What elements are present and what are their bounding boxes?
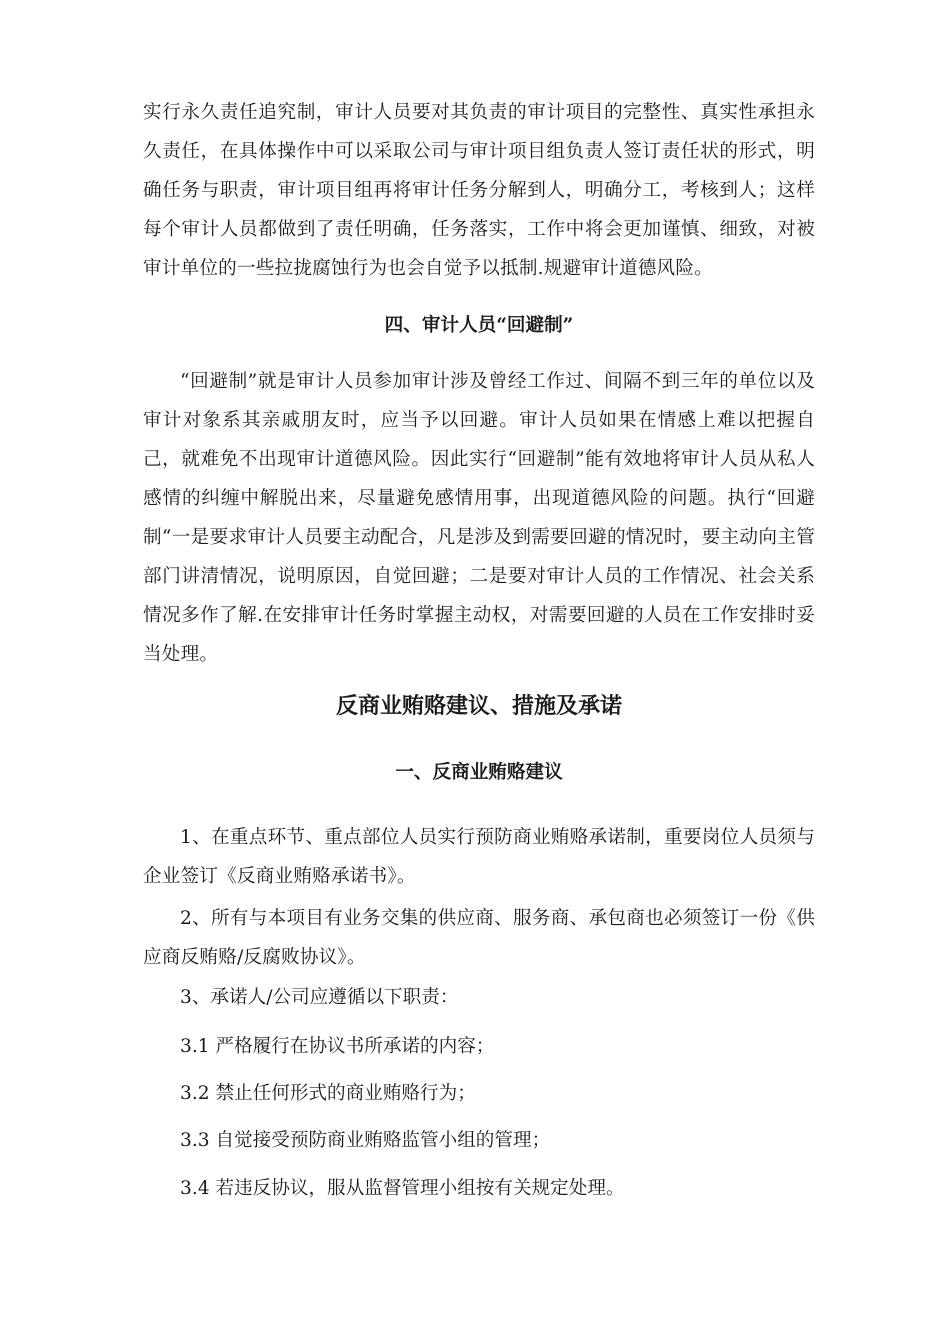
- main-section-title: 反商业贿赂建议、措施及承诺: [335, 693, 622, 719]
- section-four-paragraph: “回避制”就是审计人员参加审计涉及曾经工作过、间隔不到三年的单位以及审计对象系其亲戚朋友时，应当予以回避。审计人员如果在情感上难以把握自己，就难免不出现审计道德风险。因此实行“回避制”能有效地将审计人员从私人感情的纠缠中解脱出来，尽量避免感情用事，出现道德风险的问题。执行“回避制“一是要求审计人员要主动配合，凡是涉及到需要回避的情况时，要主动向主管部门讲清情况，说明原因，自觉回避；二是要对审计人员的工作情况、社会关系情况多作了解.在安排审计任务时掌握主动权，对需要回避的人员在工作安排时妥当处理。: [143, 371, 815, 665]
- section-four-heading: 四、审计人员“回避制”: [384, 315, 574, 336]
- continuation-paragraph: 实行永久责任追究制，审计人员要对其负责的审计项目的完整性、真实性承担永久责任，在具体操作中可以采取公司与审计项目组负责人签订责任状的形式，明确任务与职责，审计项目组再将审计任务分解到人，明确分工，考核到人；这样每个审计人员都做到了责任明确，任务落实，工作中将会更加谨慎、细致，对被审计单位的一些拉拢腐蚀行为也会自觉予以抵制.规避审计道德风险。: [143, 102, 815, 279]
- list-item-2: 2、所有与本项目有业务交集的供应商、服务商、承包商也必须签订一份《供应商反贿赂/反腐败协议》。: [143, 908, 815, 968]
- list-item-3-4: 3.4 若违反协议，服从监督管理小组按有关规定处理。: [180, 1178, 625, 1199]
- list-item-3-2: 3.2 禁止任何形式的商业贿赂行为；: [180, 1083, 476, 1104]
- list-item-1: 1、在重点环节、重点部位人员实行预防商业贿赂承诺制，重要岗位人员须与企业签订《反商业贿赂承诺书》。: [143, 827, 815, 887]
- list-item-3: 3、承诺人/公司应遵循以下职责：: [180, 987, 459, 1008]
- list-item-3-3: 3.3 自觉接受预防商业贿赂监管小组的管理；: [180, 1130, 551, 1151]
- anti-bribery-subheading: 一、反商业贿赂建议: [395, 762, 563, 783]
- list-item-3-1: 3.1 严格履行在协议书所承诺的内容；: [180, 1036, 495, 1057]
